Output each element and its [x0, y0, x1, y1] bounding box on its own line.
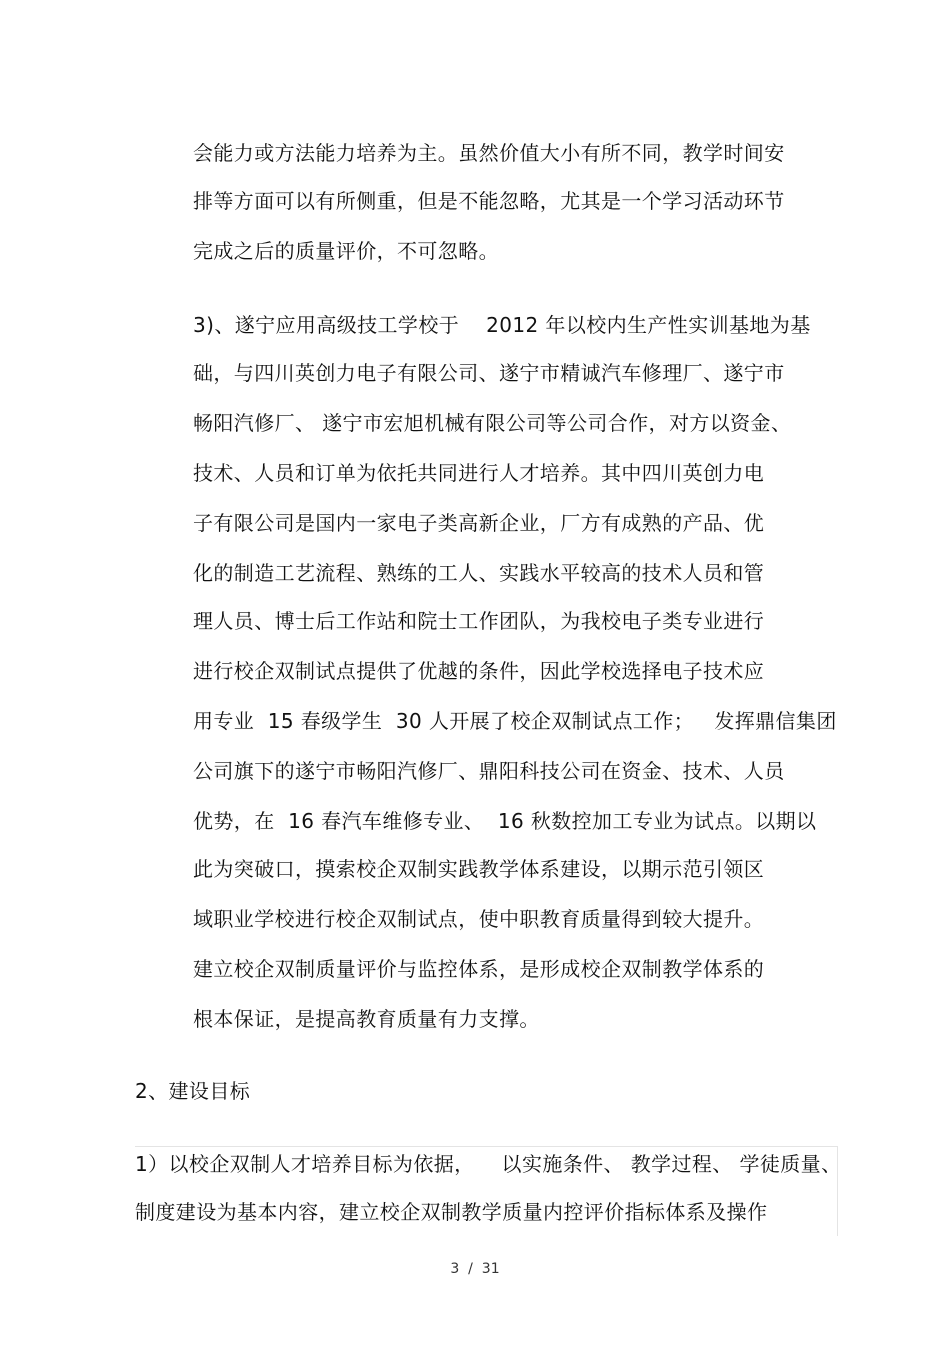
- body-text-line: 化的制造工艺流程、熟练的工人、实践水平较高的技术人员和管: [193, 561, 765, 585]
- body-text-line: 进行校企双制试点提供了优越的条件，因此学校选择电子技术应: [193, 659, 765, 683]
- body-text-line: 用专业 15 春级学生 30 人开展了校企双制试点工作； 发挥鼎信集团: [193, 709, 837, 733]
- body-text-line: 3)、遂宁应用高级技工学校于 2012 年以校内生产性实训基地为基: [193, 313, 811, 337]
- table-border-top: [135, 1146, 838, 1147]
- body-text-line: 根本保证，是提高教育质量有力支撑。: [193, 1007, 540, 1031]
- body-text-line: 域职业学校进行校企双制试点，使中职教育质量得到较大提升。: [193, 907, 765, 931]
- body-text-line: 公司旗下的遂宁市畅阳汽修厂、鼎阳科技公司在资金、技术、人员: [193, 759, 785, 783]
- body-text-line: 畅阳汽修厂、 遂宁市宏旭机械有限公司等公司合作，对方以资金、: [193, 411, 792, 435]
- body-text-line: 优势，在 16 春汽车维修专业、 16 秋数控加工专业为试点。以期以: [193, 809, 817, 833]
- body-text-line: 此为突破口，摸索校企双制实践教学体系建设，以期示范引领区: [193, 857, 765, 881]
- body-text-line: 制度建设为基本内容，建立校企双制教学质量内控评价指标体系及操作: [135, 1200, 768, 1224]
- body-text-line: 础，与四川英创力电子有限公司、遂宁市精诚汽车修理厂、遂宁市: [193, 361, 785, 385]
- body-text-line: 1）以校企双制人才培养目标为依据， 以实施条件、 教学过程、 学徒质量、: [135, 1152, 842, 1176]
- body-text-line: 子有限公司是国内一家电子类高新企业，厂方有成熟的产品、优: [193, 511, 765, 535]
- body-text-line: 排等方面可以有所侧重，但是不能忽略，尤其是一个学习活动环节: [193, 189, 785, 213]
- body-text-line: 完成之后的质量评价，不可忽略。: [193, 239, 499, 263]
- page-number: 3 / 31: [450, 1261, 500, 1277]
- body-text-line: 理人员、博士后工作站和院士工作团队，为我校电子类专业进行: [193, 609, 765, 633]
- body-text-line: 建立校企双制质量评价与监控体系，是形成校企双制教学体系的: [193, 957, 765, 981]
- body-text-line: 技术、人员和订单为依托共同进行人才培养。其中四川英创力电: [193, 461, 765, 485]
- section-heading: 2、建设目标: [135, 1079, 251, 1103]
- body-text-line: 会能力或方法能力培养为主。虽然价值大小有所不同，教学时间安: [193, 141, 785, 165]
